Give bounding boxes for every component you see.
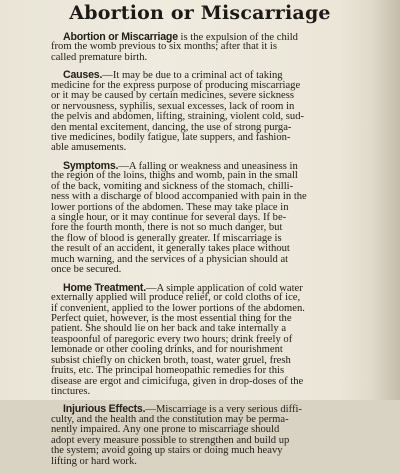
text-line: tinctures. — [51, 386, 91, 397]
text-line: subsist chiefly on chicken broth, toast, water gruel, fresh — [51, 354, 291, 366]
text-line: externally applied will produce relief, or cold cloths of ice, — [51, 292, 301, 304]
text-run: —Miscarriage is a very serious diffi- — [145, 404, 302, 416]
text-line: the system; avoid going up stairs or doing much heavy — [51, 445, 283, 457]
paragraph-definition — [51, 32, 359, 63]
page-title: Abortion or Miscarriage — [69, 2, 331, 24]
text-line: or nervousness, syphilis, sexual excesses, lack of room in — [51, 100, 295, 112]
text-line: fruits, etc. The principal homeopathic remedies for this — [51, 365, 285, 377]
text-line: lower portions of the abdomen. These may take place in — [51, 201, 289, 213]
text-line: the pelvis and abdomen, lifting, straining, violent cold, sud- — [51, 111, 305, 123]
paragraph-home-treatment — [51, 283, 359, 398]
text-line: culty, and the health and the constitution may be perma- — [51, 413, 289, 425]
text-line: a single hour, or it may continue for several days. If be- — [51, 212, 287, 223]
page-body — [51, 32, 359, 474]
text-line: able amusements. — [51, 142, 127, 154]
text-line: Perfect quiet, however, is the most essential thing for the — [51, 312, 292, 324]
text-run: —A falling or weakness and uneasiness in — [118, 160, 298, 172]
text-line: once be secured. — [51, 264, 122, 276]
section-heading: Causes. — [63, 69, 103, 82]
text-line: or it may be caused by certain medicines, severe sickness — [51, 90, 294, 102]
section-heading: Home Treatment. — [63, 281, 146, 294]
text-line: much warning, and the services of a physician should at — [51, 253, 289, 265]
text-line: ness with a discharge of blood accompanied with pain in the — [51, 191, 307, 203]
section-heading: Injurious Effects. — [63, 403, 146, 416]
text-line: fore the fourth month, there is not so much danger, but — [51, 222, 283, 234]
text-run: —It may be due to a criminal act of taking — [102, 70, 283, 82]
text-line: from the womb previous to six months; after that it is — [51, 41, 277, 53]
text-line: the result of an accident, it generally takes place without — [51, 243, 290, 255]
text-line: if convenient, applied to the lower portions of the abdomen. — [51, 302, 305, 314]
text-line: the flow of blood is generally greater. If miscarriage is — [51, 232, 282, 244]
section-heading: Symptoms. — [63, 159, 119, 172]
text-line: lemonade or other cooling drinks, and for nourishment — [51, 344, 283, 356]
text-line: called premature birth. — [51, 51, 148, 63]
text-line: teaspoonful of paregoric every two hours; drink freely of — [51, 333, 293, 345]
page-edge-shadow — [372, 0, 400, 400]
text-line: medicine for the express purpose of producing miscarriage — [51, 79, 301, 91]
text-line: patient. She should lie on her back and take internally a — [51, 323, 287, 335]
text-run: is the expulsion of the child — [177, 32, 298, 43]
text-run: —A simple application of cold water — [145, 282, 303, 294]
text-line: adopt every measure possible to strengthen and build up — [51, 434, 290, 446]
paragraph-symptoms — [51, 161, 359, 276]
text-line: nently impaired. Any one prone to miscarriage should — [51, 424, 280, 436]
text-line: of the back, vomiting and sickness of the stomach, chilli- — [51, 180, 294, 192]
paragraph-causes — [51, 70, 359, 154]
section-heading: Abortion or Miscarriage — [63, 31, 178, 43]
text-line: lifting or hard work. — [51, 455, 137, 467]
text-line: the region of the loins, thighs and womb, pain in the small — [51, 170, 298, 182]
text-line: den mental excitement, dancing, the use of strong purga- — [51, 121, 292, 133]
text-line: disease are ergot and cimicifuga, given in drop-doses of the — [51, 375, 304, 387]
paragraph-injurious-effects — [51, 404, 359, 467]
text-line: tive medicines, bodily fatigue, late suppers, and fashion- — [51, 131, 291, 143]
